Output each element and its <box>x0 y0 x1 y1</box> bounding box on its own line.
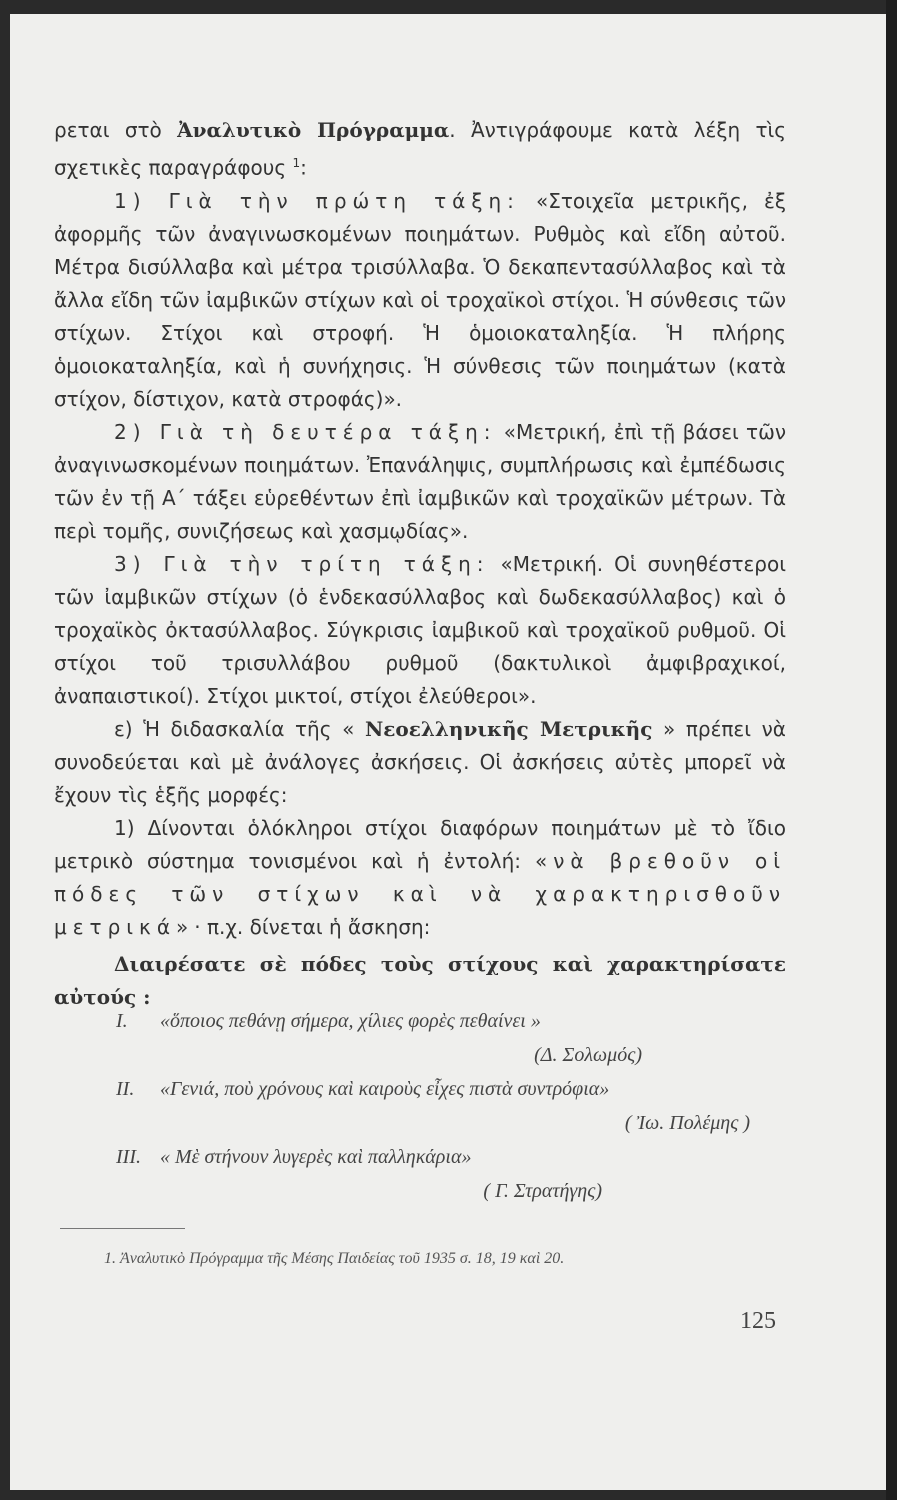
poem-author: ( Γ. Στρατήγης) <box>483 1180 602 1202</box>
p5-bold-title: Νεοελληνικῆς Μετρικῆς <box>364 716 653 741</box>
footnote: 1. Ἀναλυτικὸ Πρόγραμμα τῆς Μέσης Παιδείας τοῦ 1935 σ. 18, 19 καὶ 20. <box>104 1250 565 1267</box>
body-text <box>54 114 786 1014</box>
p1-bold-title: Ἀναλυτικὸ Πρόγραμμα <box>177 118 450 142</box>
poem-author: ( Ἰω. Πολέμης ) <box>624 1112 750 1134</box>
paragraph-4 <box>54 548 786 713</box>
poem-text: «ὅποιος πεθάνῃ σήμερα, χίλιες φορὲς πεθαίνει » <box>160 1010 541 1032</box>
page-number: 125 <box>740 1308 776 1334</box>
paragraph-1 <box>54 114 786 185</box>
p3-label: 2) Γιὰ τὴ δευτέρα τάξη: <box>114 419 497 444</box>
p6-end: · π.χ. δίνεται ἡ ἄσκηση: <box>194 914 431 939</box>
poem-text: «Γενιά, ποὺ χρόνους καὶ καιροὺς εἶχες πιστὰ συντρόφια» <box>160 1078 610 1100</box>
p5-end: » πρέπει νὰ συνοδεύεται καὶ μὲ ἀνάλογες ἀσκήσεις. Οἱ ἀσκήσεις αὐτὲς μπορεῖ νὰ ἔχουν τὶς ἑξῆς μορφές: <box>54 716 786 807</box>
p2-text: «Στοιχεῖα μετρικῆς, ἐξ ἀφορμῆς τῶν ἀναγινωσκομένων ποιημάτων. Ρυθμὸς καὶ εἴδη αὐτοῦ. Μέτρα δισύλλαβα καὶ μέτρα τρισύλλαβα. Ὁ δεκαπεντασύλλαβος καὶ τὰ ἄλλα εἴδη τῶν ἰαμβικῶν στίχων καὶ οἱ τροχαϊκοὶ στίχοι. Ἡ σύνθεσις τῶν στίχων. Στίχοι καὶ στροφή. Ἡ ὁμοιοκαταληξία. Ἡ πλήρης ὁμοιοκαταληξία, καὶ ἡ συνήχησις. Ἡ σύνθεσις τῶν ποιημάτων (κατὰ στίχον, δίστιχον, κατὰ στροφάς)». <box>54 188 786 411</box>
footnote-ref: 1 <box>292 156 301 170</box>
poem-number: ΙΙΙ. <box>116 1146 141 1168</box>
exercise-heading: Διαιρέσατε σὲ πόδες τοὺς στίχους καὶ χαρακτηρίσατε αὐτούς : <box>54 951 786 1009</box>
p6-spaced: «νὰ βρεθοῦν οἱ πόδες τῶν στίχων καὶ νὰ χαρακτηρισθοῦν μετρικά» <box>54 848 786 939</box>
footnote-divider <box>60 1228 185 1229</box>
poem-author: (Δ. Σολωμός) <box>534 1044 642 1066</box>
p4-label: 3) Γιὰ τὴν τρίτη τάξη: <box>114 551 490 576</box>
p1-colon: : <box>300 155 307 180</box>
poem-line <box>54 1140 786 1174</box>
paragraph-5 <box>54 713 786 812</box>
book-page <box>10 14 886 1490</box>
poem-line <box>54 1004 786 1038</box>
p6-start: 1) Δίνονται ὁλόκληροι στίχοι διαφόρων ποιημάτων μὲ τὸ ἴδιο μετρικὸ σύστημα τονισμένοι καὶ ἡ ἐντολή: <box>54 815 786 873</box>
poem-number: Ι. <box>116 1010 128 1032</box>
p4-text: «Μετρική. Οἱ συνηθέστεροι τῶν ἰαμβικῶν στίχων (ὁ ἑνδεκασύλλαβος καὶ δωδεκασύλλαβος) καὶ ὁ τροχαϊκὸς ὀκτασύλλαβος. Σύγκρισις ἰαμβικοῦ καὶ τροχαϊκοῦ ρυθμοῦ. Οἱ στίχοι τοῦ τρισυλλάβου ρυθμοῦ (δακτυλικοὶ ἀμφιβραχικοί, ἀναπαιστικοί). Στίχοι μικτοί, στίχοι ἐλεύθεροι». <box>54 551 787 708</box>
paragraph-2 <box>54 185 786 416</box>
poem-number: ΙΙ. <box>116 1078 135 1100</box>
p3-text: «Μετρική, ἐπὶ τῇ βάσει τῶν ἀναγινωσκομένων ποιημάτων. Ἐπανάληψις, συμπλήρωσις καὶ ἐμπέδωσις τῶν ἐν τῇ Α΄ τάξει εὑρεθέντων ἐπὶ ἰαμβικῶν καὶ τροχαϊκῶν μέτρων. Τὰ περὶ τομῆς, συνιζήσεως καὶ χασμῳδίας». <box>54 419 786 543</box>
poem-text: « Μὲ στήνουν λυγερὲς καὶ παλληκάρια» <box>160 1146 472 1168</box>
p2-label: 1) Γιὰ τὴν πρώτη τάξη: <box>114 188 520 213</box>
p1-start: ρεται στὸ <box>54 118 178 142</box>
p5-start: ε) Ἡ διδασκαλία τῆς « <box>114 716 365 741</box>
poem-line <box>54 1072 786 1106</box>
poem-examples <box>54 1004 786 1208</box>
p1-end: . Ἀντιγράφουμε κατὰ λέξη τὶς σχετικὲς παραγράφους <box>54 118 787 180</box>
paragraph-6 <box>54 812 786 944</box>
paragraph-3 <box>54 416 786 548</box>
page-edge-shadow <box>886 0 897 1500</box>
